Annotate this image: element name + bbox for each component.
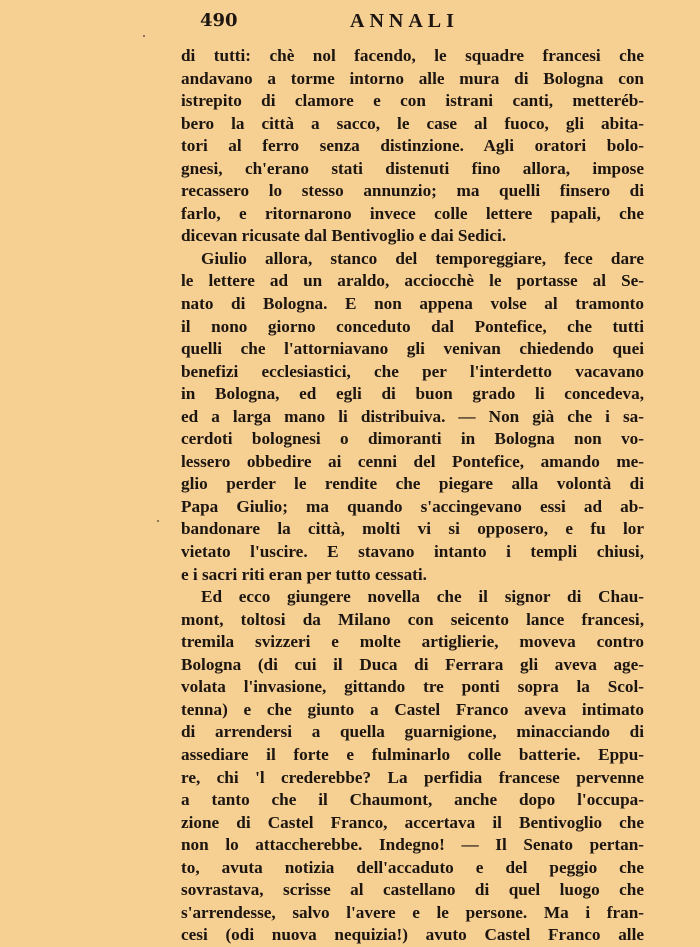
- text-line: s'arrendesse, salvo l'avere e le persone. Ma i fran-: [181, 902, 644, 922]
- text-line: mont, toltosi da Milano con seicento lance francesi,: [181, 609, 644, 629]
- text-line: di tutti: chè nol facendo, le squadre francesi che: [181, 46, 644, 65]
- text-line: vietato l'uscire. E stavano intanto i templi chiusi,: [181, 542, 644, 562]
- text-line: nato di Bologna. E non appena volse al tramonto: [181, 294, 644, 314]
- text-line: Bologna (di cui il Duca di Ferrara gli aveva age-: [181, 654, 644, 674]
- body-text: [181, 45, 644, 947]
- text-line: cesi (odi nuova nequizia!) avuto Castel Franco alle: [181, 925, 644, 945]
- text-line: tori al ferro senza distinzione. Agli oratori bolo-: [181, 136, 644, 156]
- paper-speck: [143, 35, 145, 37]
- text-line: istrepito di clamore e con istrani canti, metteréb-: [181, 91, 644, 111]
- text-line: to, avuta notizia dell'accaduto e del peggio che: [181, 857, 644, 877]
- text-line: dicevan ricusate dal Bentivoglio e dai Sedici.: [181, 226, 507, 246]
- running-head: [200, 10, 660, 36]
- text-line: assediare il forte e fulminarlo colle batterie. Eppu-: [181, 744, 644, 764]
- text-line: volata l'invasione, gittando tre ponti sopra la Scol-: [181, 677, 644, 697]
- text-line: tremila svizzeri e molte artiglierie, moveva contro: [181, 632, 644, 652]
- running-title: ANNALI: [350, 10, 459, 32]
- text-line: bandonare la città, molti vi si opposero, e fu lor: [181, 519, 644, 539]
- text-line: a tanto che il Chaumont, anche dopo l'occupa-: [181, 790, 644, 810]
- paper-speck: [157, 520, 159, 522]
- text-line: e i sacri riti eran per tutto cessati.: [181, 564, 427, 584]
- text-line: glio perder le rendite che piegare alla volontà di: [181, 474, 644, 494]
- paragraph-first-line: Ed ecco giungere novella che il signor di Chau-: [201, 587, 644, 607]
- text-line: farlo, e ritornarono invece colle lettere papali, che: [181, 203, 644, 223]
- text-line: il nono giorno conceduto dal Pontefice, che tutti: [181, 316, 644, 336]
- text-line: lessero obbedire ai cenni del Pontefice, amando me-: [181, 451, 644, 471]
- paragraph-first-line: Giulio allora, stanco del temporeggiare, fece dare: [201, 248, 644, 268]
- text-line: bero la città a sacco, le case al fuoco, gli abita-: [181, 113, 644, 133]
- text-line: non lo attaccherebbe. Indegno! — Il Senato pertan-: [181, 835, 644, 855]
- text-line: sovrastava, scrisse al castellano di quel luogo che: [181, 880, 644, 900]
- text-line: andavano a torme intorno alle mura di Bologna con: [181, 68, 644, 88]
- text-line: ed a larga mano li distribuiva. — Non già che i sa-: [181, 406, 644, 426]
- text-line: re, chi 'l crederebbe? La perfidia francese pervenne: [181, 767, 644, 787]
- text-line: quelli che l'attorniavano gli venivan chiedendo quei: [181, 339, 644, 359]
- page-number: 490: [200, 10, 238, 31]
- text-line: recassero lo stesso annunzio; ma quelli finsero di: [181, 181, 644, 201]
- text-line: Papa Giulio; ma quando s'accingevano essi ad ab-: [181, 496, 644, 516]
- text-line: le lettere ad un araldo, acciocchè le portasse al Se-: [181, 271, 644, 291]
- text-line: benefizi ecclesiastici, che per l'interdetto vacavano: [181, 361, 644, 381]
- text-line: tenna) e che giunto a Castel Franco aveva intimato: [181, 699, 644, 719]
- text-line: cerdoti bolognesi o dimoranti in Bologna non vo-: [181, 429, 644, 449]
- text-line: in Bologna, ed egli di buon grado li concedeva,: [181, 384, 644, 404]
- text-line: zione di Castel Franco, accertava il Bentivoglio che: [181, 812, 644, 832]
- text-line: gnesi, ch'erano stati distenuti fino allora, impose: [181, 158, 644, 178]
- text-line: di arrendersi a quella guarnigione, minacciando di: [181, 722, 644, 742]
